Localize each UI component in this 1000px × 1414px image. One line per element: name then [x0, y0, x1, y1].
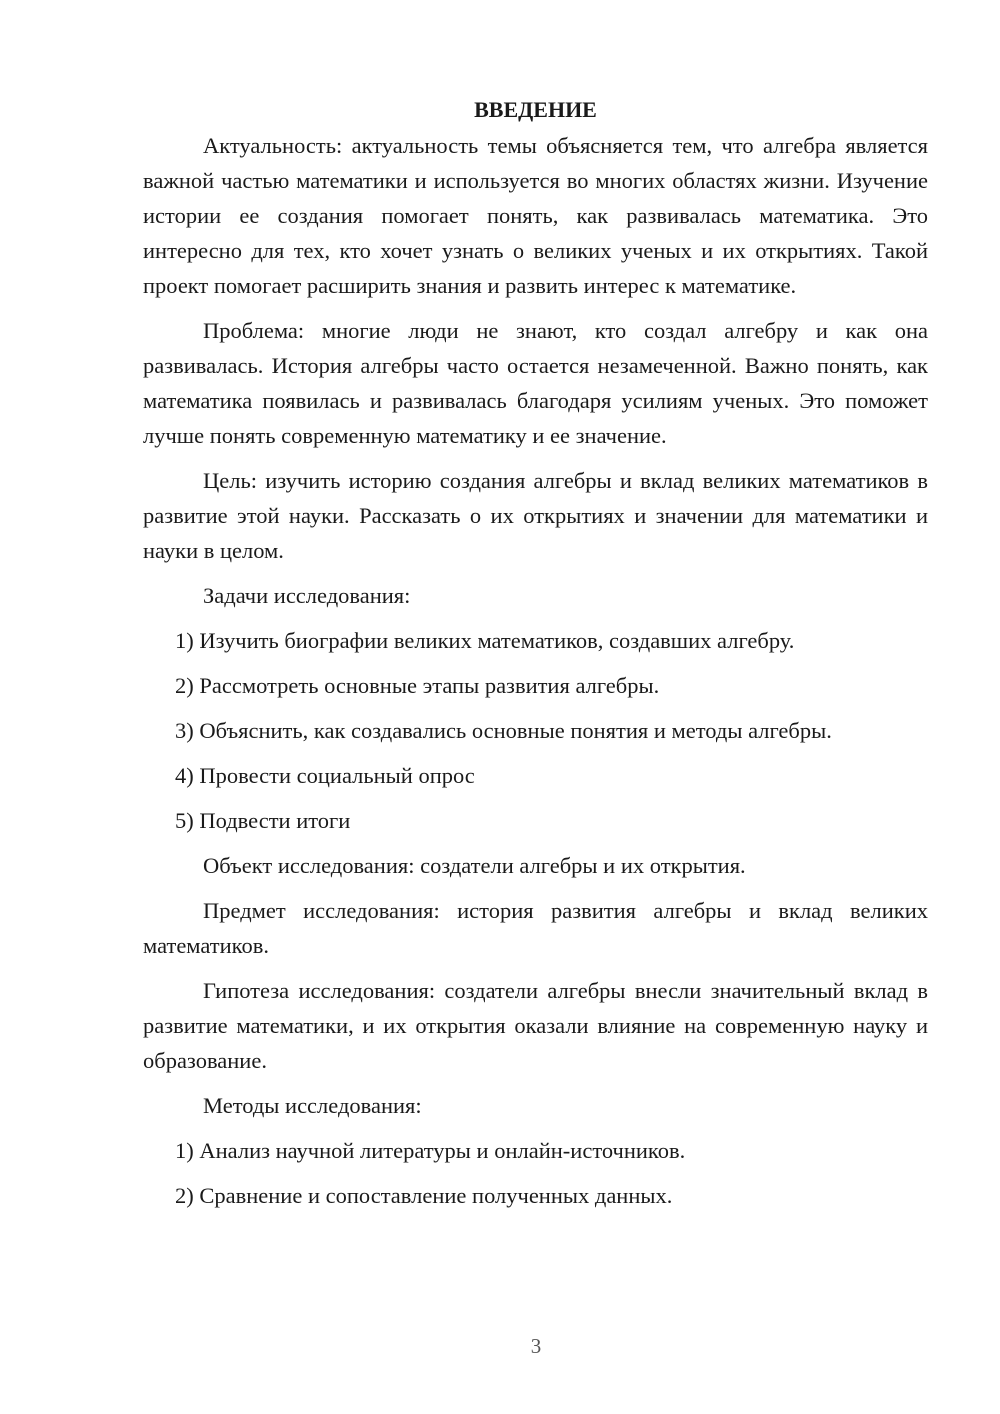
list-item: 1) Анализ научной литературы и онлайн-источников.: [175, 1138, 686, 1163]
tasks-list: [143, 623, 928, 838]
list-item: 3) Объяснить, как создавались основные понятия и методы алгебры.: [175, 718, 832, 743]
goal-paragraph: Цель: изучить историю создания алгебры и вклад великих математиков в развитие этой науки. Рассказать о их открытиях и значении для математики и науки в целом.: [143, 468, 928, 563]
object-paragraph: Объект исследования: создатели алгебры и их открытия.: [203, 853, 746, 878]
subject-paragraph: Предмет исследования: история развития алгебры и вклад великих математиков.: [143, 898, 928, 958]
methods-list: [143, 1133, 928, 1213]
list-item: 2) Сравнение и сопоставление полученных данных.: [175, 1183, 673, 1208]
list-item: 2) Рассмотреть основные этапы развития алгебры.: [175, 673, 660, 698]
list-item: 1) Изучить биографии великих математиков, создавших алгебру.: [175, 628, 795, 653]
list-item: 4) Провести социальный опрос: [175, 763, 475, 788]
tasks-label: Задачи исследования:: [203, 583, 411, 608]
problem-paragraph: Проблема: многие люди не знают, кто создал алгебру и как она развивалась. История алгебры часто остается незамеченной. Важно понять, как математика появилась и развивалась благодаря усилиям ученых. Это поможет лучше понять современную математику и ее значение.: [143, 318, 928, 448]
hypothesis-paragraph: Гипотеза исследования: создатели алгебры внесли значительный вклад в развитие математики, и их открытия оказали влияние на современную науку и образование.: [143, 978, 928, 1073]
relevance-paragraph: Актуальность: актуальность темы объясняется тем, что алгебра является важной частью математики и используется во многих областях жизни. Изучение истории ее создания помогает понять, как развивалась математика. Это интересно для тех, кто хочет узнать о великих ученых и их открытиях. Такой проект помогает расширить знания и развить интерес к математике.: [143, 133, 928, 298]
methods-label: Методы исследования:: [203, 1093, 422, 1118]
page-content: [143, 93, 928, 1223]
page-number: 3: [530, 1334, 542, 1358]
list-item: 5) Подвести итоги: [175, 808, 351, 833]
section-heading: ВВЕДЕНИЕ: [474, 97, 597, 122]
